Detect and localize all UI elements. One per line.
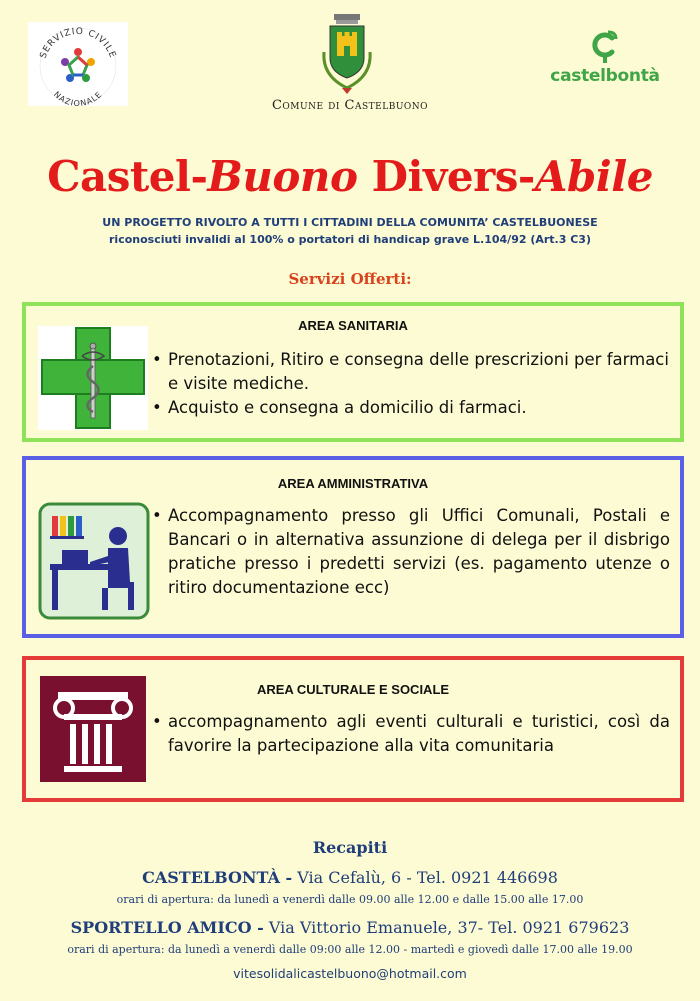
sportello-hours: orari di apertura: da lunedì a venerdì dalle 09:00 alle 12.00 - martedì e giovedì dalle 17.00 alle 19.00: [67, 943, 633, 956]
castelbonta-hours: orari di apertura: da lunedì a venerdì dalle 09.00 alle 12.00 e dalle 15.00 alle 17.00: [116, 893, 584, 906]
title-part-3: Divers-: [357, 152, 535, 201]
sportello-contact: [0, 918, 700, 937]
office-desk-icon: [38, 502, 150, 620]
list-item: • Prenotazioni, Ritiro e consegna delle prescrizioni per farmaci e visite mediche.: [152, 348, 672, 396]
page-title: [0, 152, 700, 201]
area-culturale-icon-wrap: [40, 676, 146, 782]
area-sanitaria-list: [152, 348, 672, 420]
area-culturale-box: [22, 656, 684, 802]
header: [0, 0, 700, 130]
contact-email-link[interactable]: vitesolidalicastelbuono@hotmail.com: [233, 966, 467, 981]
contacts-heading: Recapiti: [312, 838, 388, 857]
area-amministrativa-list: [152, 504, 670, 600]
subtitle-line-1: UN PROGETTO RIVOLTO A TUTTI I CITTADINI DELLA COMUNITA’ CASTELBUONESE: [102, 216, 598, 229]
title-part-4: Abile: [534, 152, 653, 201]
svg-text:SERVIZIO CIVILE: SERVIZIO CIVILE: [38, 26, 118, 60]
castelbonta-details: Via Cefalù, 6 - Tel. 0921 446698: [292, 868, 558, 887]
comune-crest: [314, 12, 380, 98]
title-part-2: Buono: [207, 152, 358, 201]
area-sanitaria-title: AREA SANITARIA: [298, 318, 408, 333]
services-heading: Servizi Offerti:: [288, 270, 412, 288]
area-amministrativa-icon-wrap: [38, 502, 150, 620]
area-sanitaria-box: [22, 302, 684, 442]
area-amministrativa-box: [22, 456, 684, 638]
area-culturale-list: [152, 710, 670, 758]
ionic-column-icon: [40, 676, 146, 782]
area-culturale-title: AREA CULTURALE E SOCIALE: [256, 682, 450, 697]
municipal-crest-icon: [314, 12, 380, 98]
area-sanitaria-icon-wrap: [38, 326, 148, 430]
castelbonta-leaf-icon: [590, 30, 620, 64]
pharmacy-cross-icon: [38, 326, 148, 430]
servizio-civile-nazionale-icon: [28, 22, 128, 106]
subtitle-line-2: riconosciuti invalidi al 100% o portatori di handicap grave L.104/92 (Art.3 C3): [109, 233, 591, 246]
comune-name: Comune di Castelbuono: [271, 98, 429, 113]
castelbonta-name: CASTELBONTÀ -: [142, 868, 293, 887]
castelbonta-contact: [0, 868, 700, 887]
list-item: • Acquisto e consegna a domicilio di farmaci.: [152, 396, 672, 420]
area-amministrativa-title: AREA AMMINISTRATIVA: [277, 476, 429, 491]
list-item: • Accompagnamento presso gli Uffici Comunali, Postali e Bancari o in alternativa assunzione di delega per il disbrigo pratiche presso i predetti servizi (es. pagamento utenze o ritiro documentazione ecc): [152, 504, 670, 600]
title-part-1: Castel-: [47, 152, 208, 201]
sportello-name: SPORTELLO AMICO -: [70, 918, 264, 937]
sportello-details: Via Vittorio Emanuele, 37- Tel. 0921 679623: [263, 918, 630, 937]
list-item: • accompagnamento agli eventi culturali e turistici, così da favorire la partecipazione alla vita comunitaria: [152, 710, 670, 758]
servizio-civile-logo: [28, 22, 128, 106]
svg-text:NAZIONALE: NAZIONALE: [52, 89, 104, 106]
castelbonta-logo: [540, 30, 670, 94]
castelbonta-logo-text: castelbontà: [550, 66, 660, 86]
